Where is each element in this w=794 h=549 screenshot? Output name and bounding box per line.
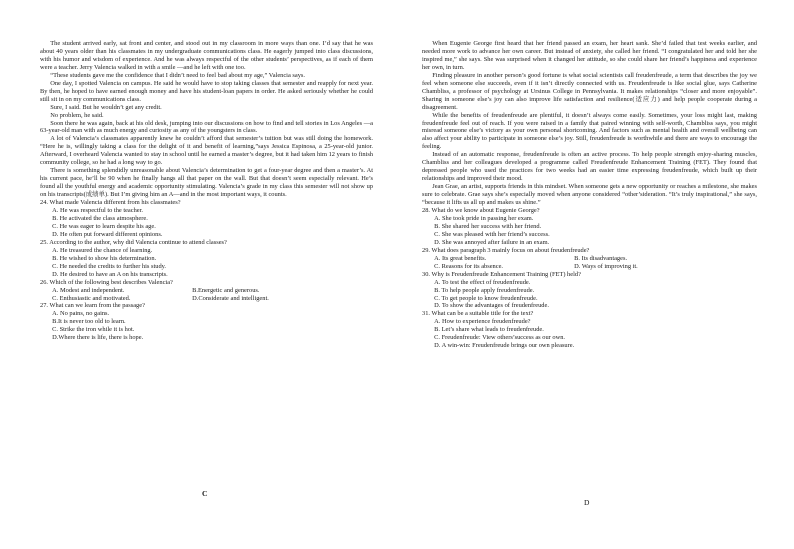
option-b: B. She shared her success with her friend. xyxy=(434,222,542,230)
option-a: A. She took pride in passing her exam. xyxy=(434,214,534,222)
question-28 xyxy=(422,207,757,247)
option-a: A. He treasured the chance of learning. xyxy=(52,246,153,254)
option-d: D.Where there is life, there is hope. xyxy=(52,334,144,342)
option-b: B. Let’s share what leads to freudenfreude. xyxy=(434,326,544,334)
question-stem: 24. What made Valencia different from his classmates? xyxy=(40,199,181,207)
question-29 xyxy=(422,247,757,271)
passage-c-paragraph: One day, I spotted Valencia on campus. He said he would have to stop taking classes that semester and reapply for next year. By then, he hoped to have earned enough money and have his student-loan papers in order. He asked seriously whether he could still sit in on my communications class. xyxy=(40,79,373,103)
passage-c-paragraph: There is something splendidly unreasonable about Valencia’s determination to get a four-year degree and then a master’s. At his current pace, he’ll be 90 when he finally hangs all that paper on the wall. But that doesn’t seem especially relevant. He’s found all the youthful energy and academic opportunity stimulating. Valencia’s grade in my class this semester will not show up on his transcripts(成绩单). But I’m giving him an A—and in the most important ways, it counts. xyxy=(40,167,373,199)
question-27 xyxy=(40,302,373,342)
option-c: C. He was eager to learn despite his age. xyxy=(52,222,156,230)
question-stem: 29. What does paragraph 3 mainly focus on about freudenfreude? xyxy=(422,246,590,254)
question-stem: 28. What do we know about Eugenie George? xyxy=(422,207,540,215)
page-label-d: D xyxy=(584,498,590,507)
option-d: D. A win-win: Freudenfreude brings our own pleasure. xyxy=(434,342,575,350)
option-c: C. To get people to know freudenfreude. xyxy=(434,294,538,302)
question-stem: 30. Why is Freudenfreude Enhancement Training (FET) held? xyxy=(422,270,581,278)
option-b: B. He wished to show his determination. xyxy=(52,254,157,262)
option-a: A. How to experience freudenfreude? xyxy=(434,318,531,326)
option-d: D. Ways of improving it. xyxy=(574,262,638,270)
option-a: A. He was respectful to the teacher. xyxy=(52,207,144,215)
passage-d-paragraph: Jean Grae, an artist, supports friends in this mindset. When someone gets a new opportunity or reaches a milestone, she makes sure to celebrate. Grae says she’s especially moved when anyone considered “other’sideration. “It’s truly inspirational,” she says, “because it lifts us all up and makes us shine.” xyxy=(422,183,757,207)
option-d: D. He desired to have an A on his transcripts. xyxy=(52,270,168,278)
option-b: B. Its disadvantages. xyxy=(574,254,628,262)
option-d: D. He often put forward different opinions. xyxy=(52,230,163,238)
option-row xyxy=(52,287,373,295)
passage-c-paragraph: A lot of Valencia’s classmates apparently knew he couldn’t afford that semester’s tuition but was still doing the homework. “Here he is, willingly taking a class for the delight of it and benefit of learning,”says Jessica Espinosa, a 25-year-old junior. Afterward, I overheard Valencia wanted to stay in school until he earned a master’s degree, but it had taken him 12 years to finish community college, so he had a long way to go. xyxy=(40,135,373,167)
question-26 xyxy=(40,279,373,303)
option-c: C. Strike the iron while it is hot. xyxy=(52,326,135,334)
option-c: C. Freudenfreude: View others’success as our own. xyxy=(434,334,565,342)
passage-d-paragraph: Finding pleasure in another person’s good fortune is what social scientists call freudenfreude, a term that describes the joy we feel when someone else succeeds, even if it isn’t directly connected with us. Freudenfreude is like social glue, says Catherine Chambliss, a professor of psychology at Ursinus College in Pennsylvania. It makes relationships “closer and more enjoyable”. Sharing in someone else’s joy can also improve life satisfaction and resilience(适应力) and help people cooperate during a disagreement. xyxy=(422,71,757,111)
option-a: A. Its great benefits. xyxy=(434,254,487,262)
right-column xyxy=(422,40,757,350)
option-d: D.Considerate and intelligent. xyxy=(192,294,269,302)
option-a: A. Modest and independent. xyxy=(52,286,125,294)
passage-c-paragraph: The student arrived early, sat front and center, and stood out in my classroom in more ways than one. I’d say that he was about 40 years older than his classmates in my undergraduate communications class. He eagerly jumped into class discussions, with his humor and wisdom of experience. And he was always respectful of the other students’ perspectives, as if each of them were a teacher. Jerry Valencia walked in with a smile —and he left with one too. xyxy=(40,40,373,71)
option-c: C. Reasons for its absence. xyxy=(434,262,504,270)
question-31 xyxy=(422,310,757,350)
option-c: C. He needed the credits to further his study. xyxy=(52,262,167,270)
option-b: B.Energetic and generous. xyxy=(192,286,260,294)
question-24 xyxy=(40,199,373,239)
option-a: A. No pains, no gains. xyxy=(52,310,110,318)
option-c: C. Enthusiastic and motivated. xyxy=(52,294,131,302)
option-a: A. To test the effect of freudenfreude. xyxy=(434,278,531,286)
option-d: D. To show the advantages of freudenfreude. xyxy=(434,302,549,310)
option-d: D. She was annoyed after failure in an exam. xyxy=(434,238,550,246)
passage-c-paragraph: Soon there he was again, back at his old desk, jumping into our discussions on how to find and tell stories in Los Angeles —a 63-year-old man with as much energy and curiosity as any of the youngsters in class. xyxy=(40,119,373,135)
passage-d-paragraph: When Eugenie George first heard that her friend passed an exam, her heart sank. She’d failed that test weeks earlier, and needed more work to advance her own career. But instead of anxiety, she called her friend. “I congratulated her and told her she inspired me,” she says. She was surprised when it changed her attitude, so she could share her friend’s happiness and experience her own, in turn. xyxy=(422,40,757,71)
left-column xyxy=(40,40,373,342)
passage-d-paragraph: While the benefits of freudenfreude are plentiful, it doesn’t always come easily. Sometimes, your loss might last, making freudenfreude feel out of reach. If you were raised in a family that paired winning with self-worth, Chambliss says, you might misread someone else’s victory as your own personal shortcoming. And factors such as mental health and overall wellbeing can also affect your ability to participate in someone else’s joy. Still, freudenfreude is worthwhile and there are ways to encourage the feeling. xyxy=(422,111,757,151)
option-row xyxy=(434,255,757,263)
question-stem: 31. What can be a suitable title for the text? xyxy=(422,310,534,318)
page-label-c: C xyxy=(202,489,208,498)
option-b: B. He activated the class atmosphere. xyxy=(52,214,148,222)
question-stem: 27. What can we learn from the passage? xyxy=(40,302,145,310)
passage-c-paragraph: Sure, I said. But he wouldn’t get any credit. xyxy=(50,103,162,111)
option-row xyxy=(434,263,757,271)
question-25 xyxy=(40,239,373,279)
passage-d-paragraph: Instead of an automatic response, freudenfreude is often an active process. To help people strength enjoy-sharing muscles, Chambliss and her colleagues developed a programme called Freudenfreude Enhancement Training (FET). They found that depressed people who used the practices for two weeks had an easier time expressing freudenfreude, which built up their relationships and improved their mood. xyxy=(422,151,757,183)
question-30 xyxy=(422,271,757,311)
question-stem: 25. According to the author, why did Valencia continue to attend classes? xyxy=(40,238,227,246)
passage-c-paragraph: “These students gave me the confidence that I didn’t need to feel bad about my age,” Valencia says. xyxy=(50,71,305,79)
option-row xyxy=(52,295,373,303)
question-stem: 26. Which of the following best describes Valencia? xyxy=(40,278,173,286)
passage-c-paragraph: No problem, he said. xyxy=(50,111,104,119)
option-c: C. She was pleased with her friend’s success. xyxy=(434,230,550,238)
option-b: B.It is never too old to learn. xyxy=(52,318,126,326)
option-b: B. To help people apply freudenfreude. xyxy=(434,286,535,294)
